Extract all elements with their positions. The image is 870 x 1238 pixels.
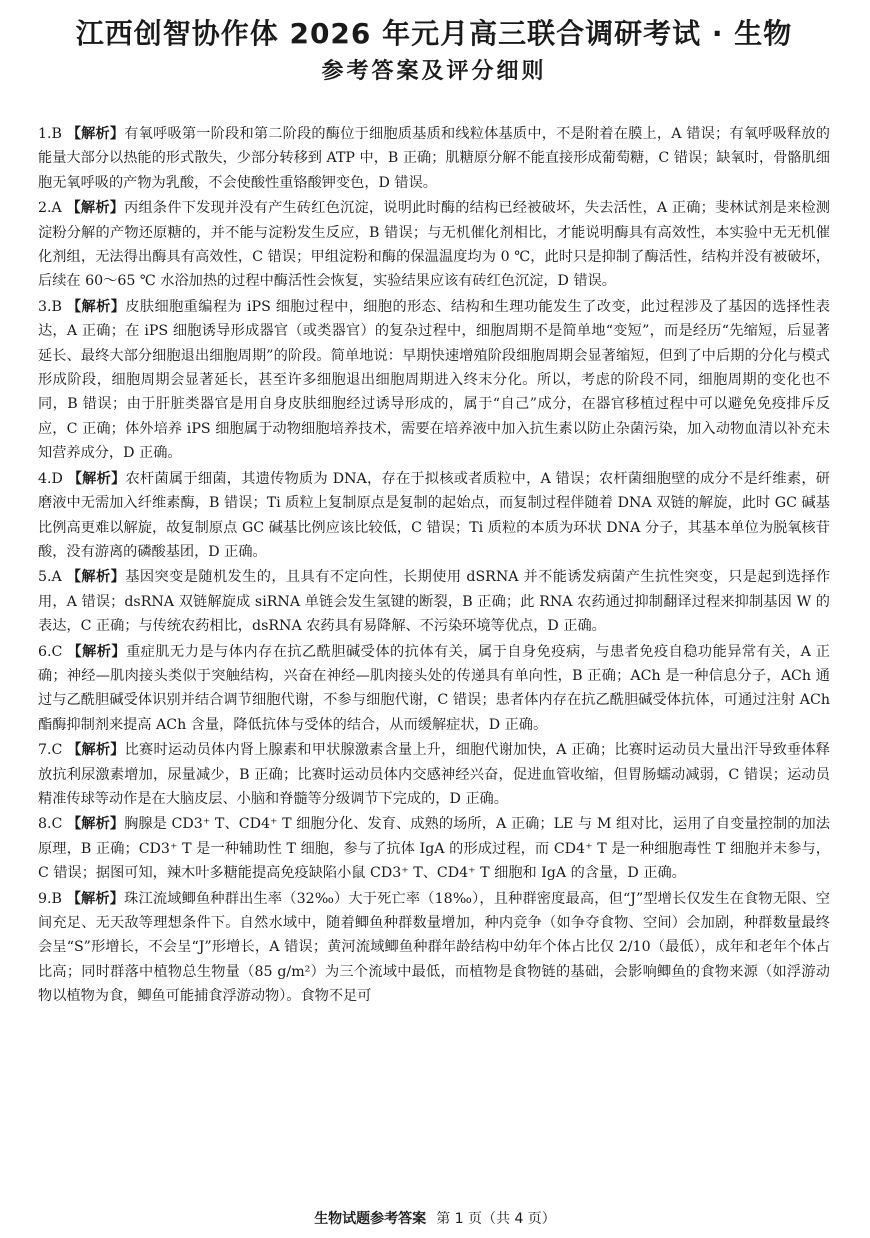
answer-key: C [51, 643, 63, 660]
footer-doc-name: 生物试题参考答案 [314, 1211, 427, 1227]
analysis-text: 重症肌无力是与体内存在抗乙酰胆碱受体的抗体有关，属于自身免疫病，与患者免疫自稳功能异常有关，A 正确；神经—肌肉接头类似于突触结构，兴奋在神经—肌肉接头处的传递具有单向性，B 正确；ACh 是一种信息分子，ACh 通过与乙酰胆碱受体识别并结合调节细胞代谢，不参与细胞代谢，C 错误；患者体内存在抗乙酰胆碱受体抗体，可通过注射 ACh 酯酶抑制剂来提高 ACh 含量，降低抗体与受体的结合，从而缓解症状，D 正确。 [38, 643, 830, 733]
analysis-tag: 【解析】 [67, 742, 125, 759]
analysis-text: 皮肤细胞重编程为 iPS 细胞过程中，细胞的形态、结构和生理功能发生了改变，此过程涉及了基因的选择性表达，A 正确；在 iPS 细胞诱导形成器官（或类器官）的复杂过程中，细胞周期不是简单地“变短”，而是经历“先缩短，后显著延长、最终大部分细胞退出细胞周期”的阶段。简单地说：早期快速增殖阶段细胞周期会显著缩短，但到了中后期的分化与模式形成阶段，细胞周期会显著延长，甚至许多细胞退出细胞周期进入终末分化。所以，考虑的阶段不同，细胞周期的变化也不同，B 错误；由于肝脏类器官是用自身皮肤细胞经过诱导形成的，属于“自己”成分，在器官移植过程中可以避免免疫排斥反应，C 正确；体外培养 iPS 细胞属于动物细胞培养技术，需要在培养液中加入抗生素以防止杂菌污染，加入动物血清以补充未知营养成分，D 正确。 [38, 298, 830, 462]
answer-key: B [51, 126, 62, 142]
analysis-text: 比赛时运动员体内肾上腺素和甲状腺激素含量上升，细胞代谢加快，A 正确；比赛时运动员大量出汗导致垂体释放抗利尿激素增加，尿量减少，B 正确；比赛时运动员体内交感神经兴奋，促进血管收缩，但胃肠蠕动减弱，C 错误；运动员精准传球等动作是在大脑皮层、小脑和脊髓等分级调节下完成的，D 正确。 [38, 742, 830, 807]
analysis-tag: 【解析】 [66, 569, 126, 586]
answer-key: B [51, 298, 62, 315]
answer-key: A [51, 569, 62, 586]
answer-item-5 [38, 565, 830, 638]
analysis-text: 珠江流域鲫鱼种群出生率（32‰）大于死亡率（18‰），且种群密度最高，但“J”型增长仅发生在食物无限、空间充足、无天敌等理想条件下。自然水域中，随着鲫鱼种群数量增加，种内竞争（如争夺食物、空间）会加剧，种群数量最终会呈“S”形增长，不会呈“J”形增长，A 错误；黄河流域鲫鱼种群年龄结构中幼年个体占比仅 2/10（最低），成年和老年个体占比高；同时群落中植物总生物量（85 g/m²）为三个流域中最低，而植物是食物链的基础，会影响鲫鱼的食物来源（如浮游动物以植物为食，鲫鱼可能捕食浮游动物）。食物不足可 [38, 890, 830, 1005]
question-number: 9. [38, 890, 52, 907]
question-number: 3. [38, 298, 52, 315]
analysis-text: 农杆菌属于细菌，其遗传物质为 DNA，存在于拟核或者质粒中，A 错误；农杆菌细胞壁的成分不是纤维素，研磨液中无需加入纤维素酶，B 错误；Ti 质粒上复制原点是复制的起始点，而复制过程伴随着 DNA 双链的解旋，此时 GC 碱基比例高更难以解旋，故复制原点 GC 碱基比例应该比较低，C 错误；Ti 质粒的本质为环状 DNA 分子，其基本单位为脱氧核苷酸，没有游离的磷酸基团，D 正确。 [38, 470, 830, 560]
page-footer [0, 1208, 870, 1228]
answer-item-2 [38, 196, 830, 294]
page-title: 江西创智协作体 2026 年元月高三联合调研考试 · 生物 [75, 17, 793, 50]
answer-key: C [51, 742, 63, 759]
answer-key: B [51, 890, 62, 907]
analysis-text: 胸腺是 CD3⁺ T、CD4⁺ T 细胞分化、发育、成熟的场所，A 正确；LE 与 M 组对比，运用了自变量控制的加法原理，B 正确；CD3⁺ T 是一种辅助性 T 细胞，参与了抗体 IgA 的形成过程，而 CD4⁺ T 是一种细胞毒性 T 细胞并未参与，C 错误；据图可知，辣木叶多糖能提高免疫缺陷小鼠 CD3⁺ T、CD4⁺ T 细胞和 IgA 的含量，D 正确。 [38, 816, 830, 882]
answer-key: D [51, 470, 63, 487]
question-number: 7. [38, 742, 52, 759]
analysis-tag: 【解析】 [66, 890, 125, 907]
answer-list [38, 122, 830, 1009]
question-number: 6. [38, 643, 52, 660]
answer-item-3 [38, 295, 830, 466]
page-subtitle: 参考答案及评分细则 [321, 59, 547, 84]
answer-key: C [51, 816, 63, 833]
answer-item-6 [38, 640, 830, 738]
analysis-tag: 【解析】 [66, 126, 125, 142]
question-number: 2. [38, 200, 52, 217]
footer-page-number: 第 1 页（共 4 页） [436, 1211, 556, 1227]
answer-item-8 [38, 812, 830, 885]
analysis-tag: 【解析】 [66, 200, 125, 217]
question-number: 4. [38, 470, 52, 487]
analysis-text: 基因突变是随机发生的，且具有不定向性，长期使用 dSRNA 并不能诱发病菌产生抗性突变，只是起到选择作用，A 错误；dsRNA 双链解旋成 siRNA 单链会发生氢键的断裂，B 正确；此 RNA 农药通过抑制翻译过程来抑制基因 W 的表达，C 正确；与传统农药相比，dsRNA 农药具有易降解、不污染环境等优点，D 正确。 [38, 569, 831, 635]
question-number: 5. [38, 569, 52, 586]
analysis-tag: 【解析】 [67, 643, 127, 660]
analysis-tag: 【解析】 [67, 816, 125, 833]
answer-key: A [51, 200, 62, 217]
answer-item-9 [38, 887, 830, 1009]
question-number: 8. [38, 816, 52, 833]
question-number: 1. [38, 126, 52, 142]
analysis-tag: 【解析】 [67, 470, 126, 487]
analysis-text: 丙组条件下发现并没有产生砖红色沉淀，说明此时酶的结构已经被破坏，失去活性，A 正确；斐林试剂是来检测淀粉分解的产物还原糖的，并不能与淀粉发生反应，B 错误；与无机催化剂相比，才能说明酶具有高效性，本实验中无无机催化剂组，无法得出酶具有高效性，C 错误；甲组淀粉和酶的保温温度均为 0 ℃，此时只是抑制了酶活性，结构并没有被破坏，后续在 60～65 ℃ 水浴加热的过程中酶活性会恢复，实验结果应该有砖红色沉淀，D 错误。 [38, 200, 830, 290]
analysis-tag: 【解析】 [66, 298, 126, 315]
answer-item-7 [38, 738, 830, 811]
answer-item-1 [38, 122, 830, 195]
answer-item-4 [38, 467, 830, 565]
analysis-text: 有氧呼吸第一阶段和第二阶段的酶位于细胞质基质和线粒体基质中，不是附着在膜上，A 错误；有氧呼吸释放的能量大部分以热能的形式散失，少部分转移到 ATP 中，B 正确；肌糖原分解不能直接形成葡萄糖，C 错误；缺氧时，骨骼肌细胞无氧呼吸的产物为乳酸，不会使酸性重铬酸钾变色，D 错误。 [38, 126, 830, 191]
